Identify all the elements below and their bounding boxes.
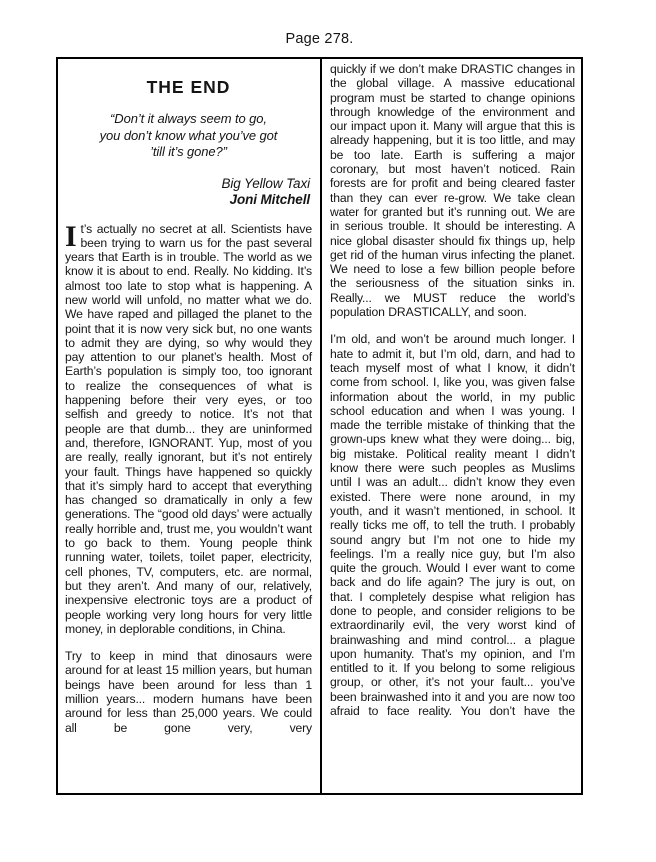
paragraph [65,219,312,637]
quote-attribution [65,176,312,209]
right-column [322,59,581,793]
page-number: Page 278. [285,31,354,47]
quote-artist-name: Joni Mitchell [229,192,310,207]
paragraph [330,62,575,319]
quote-song-title: Big Yellow Taxi [221,175,310,191]
epigraph-quote [65,111,312,161]
drop-cap: I [65,219,77,253]
paragraph [330,332,575,718]
paragraph-text: quickly if we don’t make DRASTIC changes in the global village. A massive educational program must be started to change opinions through knowledge of the environment and our impact upon it. Many will argue that this is already happening, but it is too little, and may be too late. Earth is suffering a major coronary, but most haven’t noticed. Rain forests are for profit and being cleared faster than they can ever re-grow. We take clean water for granted but it’s running out. We are in serious trouble. It should be interesting. A nice global disaster should fix things up, help get rid of the human virus infecting the planet. We need to lose a few billion people before the seriousness of the situation sinks in. Really... we MUST reduce the world’s population DRASTICALLY, and soon. [330,62,575,320]
quote-line-2: you don’t know what you’ve got [99,127,278,143]
left-column [58,59,322,793]
quote-line-1: “Don’t it always seem to go, [110,111,267,126]
content-box [56,57,583,795]
quote-line-3: ’till it’s gone?” [150,144,227,159]
paragraph-text: I’m old, and won’t be around much longer. I hate to admit it, but I’m old, darn, and had to teach myself most of what I know, it didn’t come from school. I, like you, was given false information about the world, in my public school education and when I was young. I made the terrible mistake of thinking that the grown-ups knew what they were doing... big, big mistake. Political reality meant I didn’t know there were such peoples as Muslims until I was an adult... didn’t know they even existed. There were none around, in my youth, and it wasn’t mentioned, in school. It really ticks me off, to tell the truth. I probably sound angry but I’m not one to hide my feelings. I’m a really nice guy, but I’m also quite the grouch. Would I ever want to come back and do life again? The jury is out, on that. I completely despise what religion has done to people, and consider religions to be extraordinarily evil, the very worst kind of brainwashing and mind control... a plague upon humanity. That’s my opinion, and I’m entitled to it. If you belong to some religious group, or other, it’s not your fault... you’ve been brainwashed into it and you are now too afraid to face reality. You don’t have the [330,332,575,719]
paragraph-text: t’s actually no secret at all. Scientists have been trying to warn us for the past several years that Earth is in trouble. The world as we know it is about to end. Really. No kidding. It’s almost too late to stop what is happening. A new world will unfold, no matter what we do. We have raped and pillaged the planet to the point that it is now very sick but, no one wants to admit they are dying, so why would they pay attention to our planet’s health. Most of Earth’s population is simply too, too ignorant to realize the consequences of what is happening before their very eyes, or too selfish and greedy to notice. It’s not that people are that dumb... they are uninformed and, therefore, IGNORANT. Yup, most of you are really, really ignorant, but it’s not entirely your fault. Things have happened so quickly that it’s simply hard to accept that everything has changed so dramatically in only a few generations. The “good old days’ were actually really horrible and, trust me, you wouldn’t want to go back to them. Young people think running water, toilets, toilet paper, electricity, cell phones, TV, computers, etc. are normal, but they aren’t. And many of our, relatively, inexpensive electronic toys are a product of people working very long hours for very little money, in deplorable conditions, in China. [65,221,312,636]
paragraph [65,649,312,735]
paragraph-text: Try to keep in mind that dinosaurs were around for at least 15 million years, but human beings have been around for less than 1 million years... modern humans have been around for less than 25,000 years. We could all be gone very, very [65,649,312,735]
article-title: THE END [146,77,231,97]
